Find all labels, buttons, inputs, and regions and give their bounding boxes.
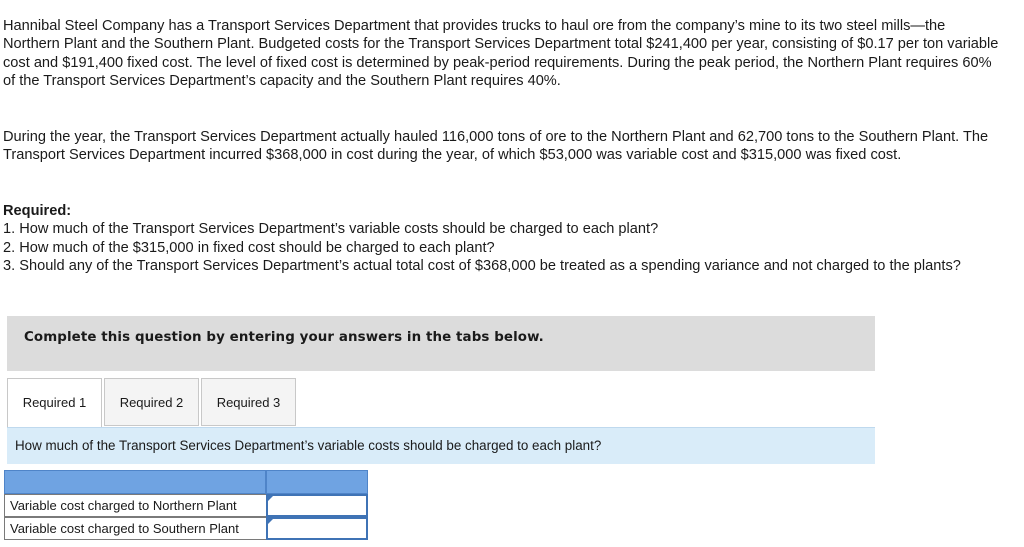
required-title: Required: [3, 203, 72, 219]
required-item-1: 1. How much of the Transport Services Department’s variable costs should be charged to each plant? [3, 221, 659, 238]
tab-required-3[interactable]: Required 3 [201, 378, 296, 426]
row-label-southern: Variable cost charged to Southern Plant [4, 517, 266, 540]
question-bar [7, 427, 875, 464]
problem-paragraph-2: During the year, the Transport Services Department actually hauled 116,000 tons of ore to the Northern Plant and 62,700 tons to the Southern Plant. The Transport Services Department incurred $368,000 in cost during the year, of which $53,000 was variable cost and $315,000 was fixed cost. [3, 129, 989, 164]
table-header-value-cell [266, 470, 368, 494]
instruction-banner [7, 316, 875, 371]
northern-variable-cost-input[interactable] [270, 497, 366, 516]
required-item-3: 3. Should any of the Transport Services Department’s actual total cost of $368,000 be treated as a spending variance and not charged to the plants? [3, 258, 961, 275]
required-item-2: 2. How much of the $315,000 in fixed cost should be charged to each plant? [3, 239, 495, 256]
input-marker-icon [268, 519, 273, 524]
table-header-label-cell [4, 470, 266, 494]
tab-required-2[interactable]: Required 2 [104, 378, 199, 426]
tab-required-1[interactable]: Required 1 [7, 378, 102, 428]
instruction-text: Complete this question by entering your answers in the tabs below. [24, 330, 544, 345]
southern-variable-cost-cell [266, 517, 368, 540]
row-label-northern: Variable cost charged to Northern Plant [4, 494, 266, 517]
required-section [3, 202, 1003, 276]
input-marker-icon [268, 496, 273, 501]
question-text: How much of the Transport Services Department’s variable costs should be charged to each plant? [15, 438, 602, 453]
northern-variable-cost-cell [266, 494, 368, 517]
problem-paragraph-1: Hannibal Steel Company has a Transport Services Department that provides trucks to haul ore from the company’s mine to its two steel mills—the Northern Plant and the Southern Plant. Budgeted costs for the Transport Services Department total $241,400 per year, consisting of $0.17 per ton variable cost and $191,400 fixed cost. The level of fixed cost is determined by peak-period requirements. During the peak period, the Northern Plant requires 60% of the Transport Services Department’s capacity and the Southern Plant requires 40%. [3, 18, 999, 90]
southern-variable-cost-input[interactable] [270, 520, 366, 539]
